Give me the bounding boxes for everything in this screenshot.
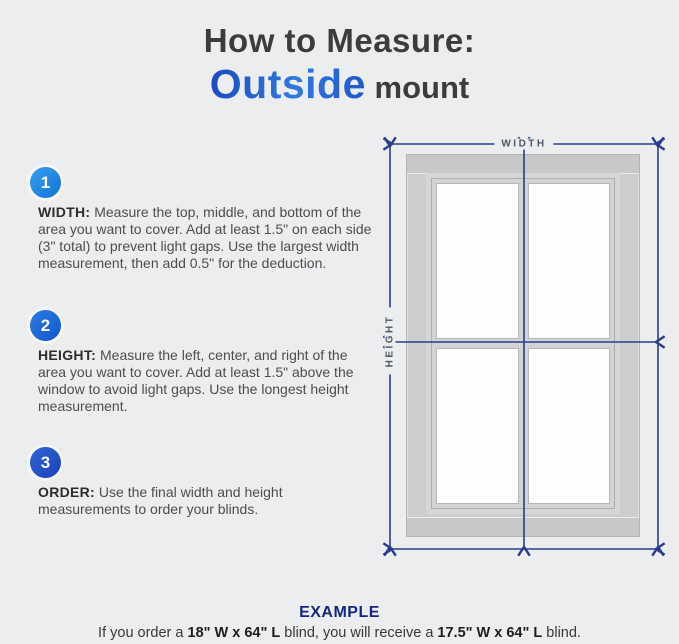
example-line [0,625,679,641]
example-segment-1: If you order a [98,625,188,641]
example-footer [0,604,679,641]
step-3-number: 3 [40,452,51,472]
window-sash [431,178,615,509]
example-segment-3: blind, you will receive a [280,625,438,641]
window-pane-bottom-right [528,348,611,504]
step-1-number-badge [30,167,61,198]
height-dimension-label: HEIGHT [385,308,396,375]
step-2-number-badge [30,310,61,341]
window-pane-top-left [436,183,519,339]
step-2-number: 2 [40,315,51,335]
step-2-body: Measure the left, center, and right of the area you want to cover. Add at least 1.5" above the window to avoid light gaps. Use the longest height measurement. [38,347,354,414]
step-2-text [38,347,372,415]
step-1 [28,167,373,272]
example-segment-4-received-size: 17.5" W x 64" L [437,625,543,641]
step-2-label: HEIGHT: [38,347,97,363]
window-pane-bottom-left [436,348,519,504]
width-dimension-label: WIDTH [494,139,553,150]
step-1-body: Measure the top, middle, and bottom of the area you want to cover. Add at least 1.5" on each side (3" total) to prevent light gaps. Use the largest width measurement, then add 0.5" for the deduction. [38,204,372,271]
window-sill [407,517,639,536]
step-2 [28,310,373,415]
step-3-text [38,484,372,518]
example-segment-5: blind. [542,625,581,641]
example-segment-2-ordered-size: 18" W x 64" L [187,625,281,641]
step-3 [28,447,373,518]
step-1-text [38,204,372,272]
window-frame [406,154,640,537]
title-suffix: mount [374,70,470,105]
title-highlight: Outside [209,61,366,107]
step-3-body: Use the final width and height measurements to order your blinds. [38,484,283,517]
step-3-number-badge [30,447,61,478]
window-pane-top-right [528,183,611,339]
example-heading: EXAMPLE [299,604,380,621]
page-title [0,22,679,108]
step-1-label: WIDTH: [38,204,91,220]
step-3-label: ORDER: [38,484,96,500]
step-1-number: 1 [40,172,51,192]
title-line-2 [0,61,679,108]
window-measure-diagram [380,135,670,597]
window-header-rail [407,155,639,174]
title-line-1: How to Measure: [203,22,476,59]
